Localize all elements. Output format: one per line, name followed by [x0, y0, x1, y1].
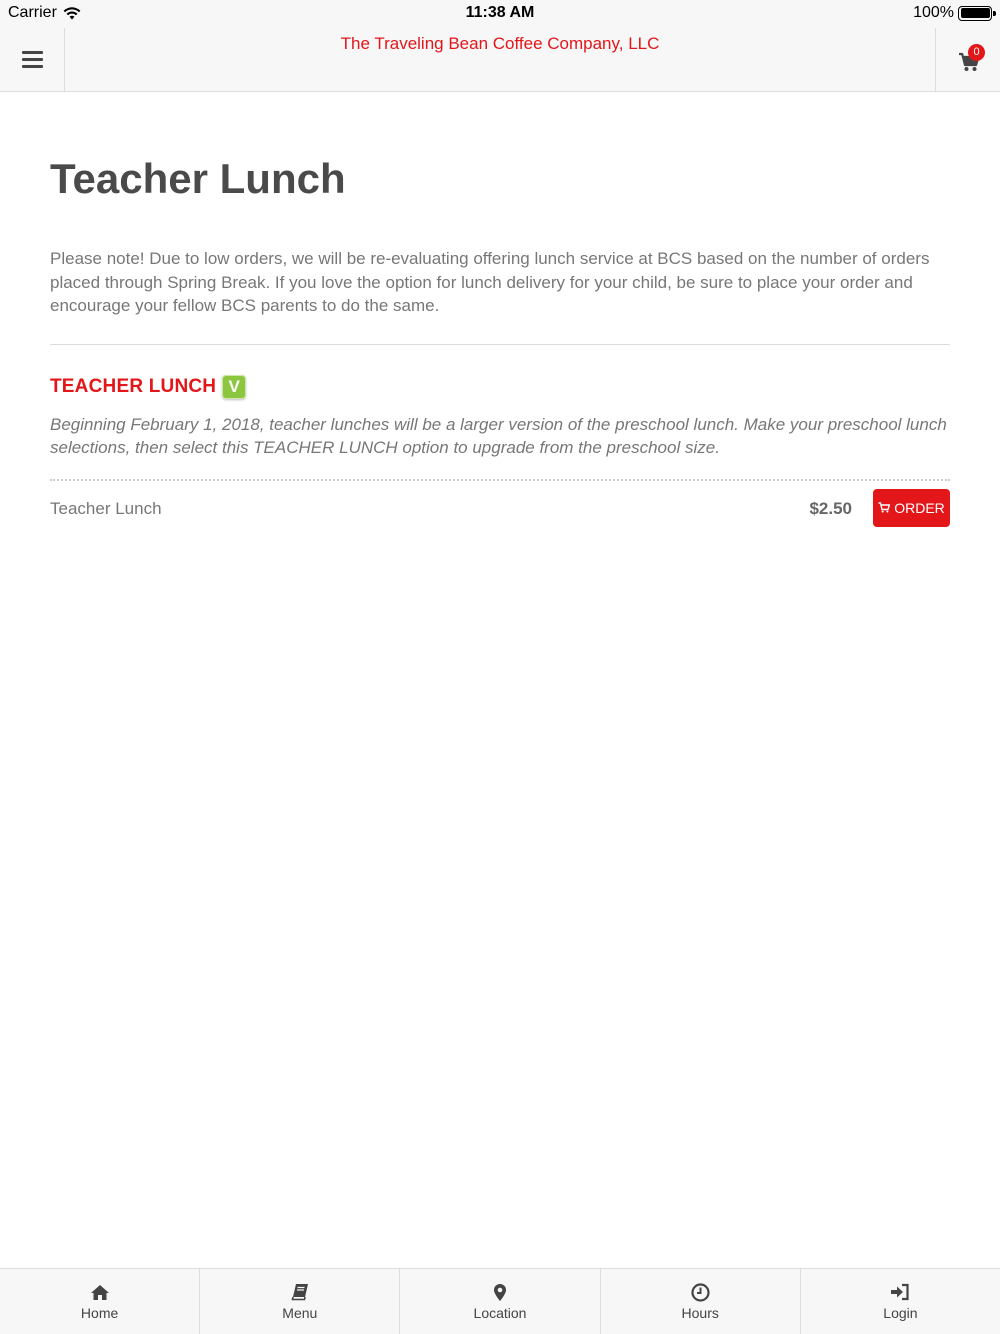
- tab-label: Location: [473, 1305, 527, 1321]
- order-button[interactable]: [873, 489, 950, 527]
- section-title: TEACHER LUNCH: [50, 375, 217, 397]
- menu-item-name: Teacher Lunch: [50, 498, 162, 518]
- carrier-label: Carrier: [8, 4, 57, 21]
- menu-item-price: $2.50: [809, 498, 852, 518]
- status-battery: [913, 4, 992, 22]
- vegetarian-badge-icon: V: [222, 375, 246, 399]
- main-content: [50, 92, 950, 529]
- sign-in-icon: [890, 1282, 910, 1302]
- status-bar: [0, 0, 1000, 28]
- tab-hours[interactable]: [601, 1269, 801, 1334]
- app-header: [0, 28, 1000, 92]
- book-icon: [291, 1282, 309, 1302]
- cart-count-badge: 0: [968, 44, 985, 61]
- app-title: The Traveling Bean Coffee Company, LLC: [340, 34, 660, 53]
- home-icon: [90, 1282, 110, 1302]
- tab-label: Home: [80, 1305, 119, 1321]
- menu-item-row: [50, 489, 950, 529]
- clock-icon: [691, 1282, 710, 1302]
- tab-label: Hours: [681, 1305, 719, 1321]
- tab-login[interactable]: [801, 1269, 1000, 1334]
- tab-home[interactable]: [0, 1269, 200, 1334]
- battery-percent: 100%: [913, 4, 954, 21]
- page-title: Teacher Lunch: [50, 155, 346, 202]
- menu-toggle-button[interactable]: [0, 28, 65, 91]
- order-button-label: ORDER: [894, 499, 945, 516]
- section-description: Beginning February 1, 2018, teacher lunches will be a larger version of the preschool lunch. Make your preschool lunch selections, then select this TEACHER LUNCH option to upgrade from the preschool size.: [50, 414, 947, 457]
- bottom-tab-bar: [0, 1268, 1000, 1334]
- divider: [50, 344, 950, 345]
- cart-plus-icon: [878, 502, 890, 513]
- battery-icon: [958, 6, 992, 21]
- status-time: 11:38 AM: [465, 4, 535, 21]
- section-header: [50, 375, 950, 399]
- tab-label: Menu: [282, 1305, 318, 1321]
- hamburger-icon: [22, 51, 43, 68]
- tab-menu[interactable]: [200, 1269, 400, 1334]
- notice-text: Please note! Due to low orders, we will be re-evaluating offering lunch service at BCS based on the number of orders placed through Spring Break. If you love the option for lunch delivery for your child, be sure to place your order and encourage your fellow BCS parents to do the same.: [50, 249, 930, 315]
- map-pin-icon: [493, 1282, 507, 1302]
- tab-label: Login: [883, 1305, 918, 1321]
- dotted-divider: [50, 479, 950, 481]
- cart-button[interactable]: [935, 28, 1000, 91]
- tab-location[interactable]: [400, 1269, 600, 1334]
